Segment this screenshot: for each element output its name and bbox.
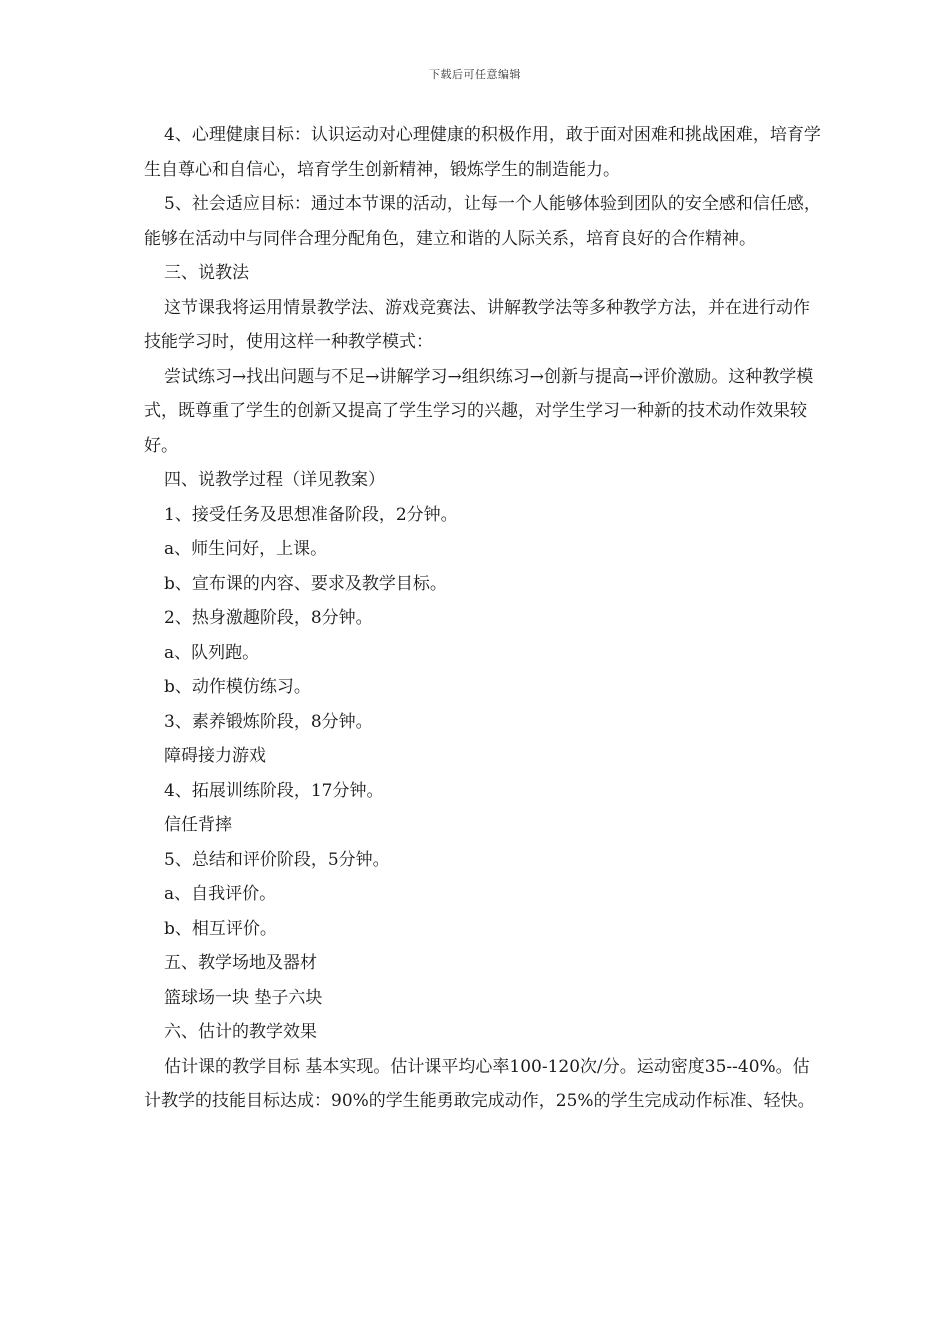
list-item: 信任背摔 — [164, 815, 232, 835]
paragraph-goal-social-adaptation: 5、社会适应目标：通过本节课的活动，让每一个人能够体验到团队的安全感和信任感，能够在活动中与同伴合理分配角色，建立和谐的人际关系，培育良好的合作精神。 — [144, 194, 821, 249]
list-item: 5、总结和评价阶段，5分钟。 — [164, 849, 390, 870]
list-item: 4、拓展训练阶段，17分钟。 — [164, 780, 384, 801]
page-header-note: 下载后可任意编辑 — [429, 68, 521, 81]
heading-expected-effect: 六、估计的教学效果 — [164, 1022, 317, 1042]
list-item: b、相互评价。 — [164, 918, 277, 939]
list-item: a、师生问好，上课。 — [164, 539, 328, 559]
document-body — [144, 118, 824, 1119]
list-item: b、动作模仿练习。 — [164, 677, 311, 697]
list-item: 2、热身激趣阶段，8分钟。 — [164, 608, 373, 628]
heading-venue-equipment: 五、教学场地及器材 — [164, 953, 317, 973]
list-item: a、自我评价。 — [164, 884, 277, 904]
list-item: a、队列跑。 — [164, 642, 260, 663]
list-item: 障碍接力游戏 — [164, 746, 266, 766]
paragraph-teaching-model: 尝试练习→找出问题与不足→讲解学习→组织练习→创新与提高→评价激励。这种教学模式，既尊重了学生的创新又提高了学生学习的兴趣，对学生学习一种新的技术动作效果较好。 — [144, 366, 814, 456]
paragraph-goal-mental-health: 4、心理健康目标：认识运动对心理健康的积极作用，敢于面对困难和挑战困难，培育学生自尊心和自信心，培育学生创新精神，锻炼学生的制造能力。 — [144, 125, 821, 180]
list-item: b、宣布课的内容、要求及教学目标。 — [164, 573, 447, 594]
list-item: 3、素养锻炼阶段，8分钟。 — [164, 711, 373, 732]
heading-teaching-process: 四、说教学过程（详见教案） — [164, 470, 385, 490]
paragraph-expected-effect: 估计课的教学目标 基本实现。估计课平均心率100-120次/分。运动密度35--40%。估计教学的技能目标达成：90%的学生能勇敢完成动作，25%的学生完成动作标准、轻快。 — [144, 1056, 815, 1111]
paragraph-teaching-methods: 这节课我将运用情景教学法、游戏竞赛法、讲解教学法等多种教学方法，并在进行动作技能学习时，使用这样一种教学模式： — [144, 297, 810, 352]
paragraph-equipment: 篮球场一块 垫子六块 — [164, 987, 323, 1008]
heading-teaching-methods: 三、说教法 — [164, 263, 249, 283]
list-item: 1、接受任务及思想准备阶段，2分钟。 — [164, 504, 458, 525]
